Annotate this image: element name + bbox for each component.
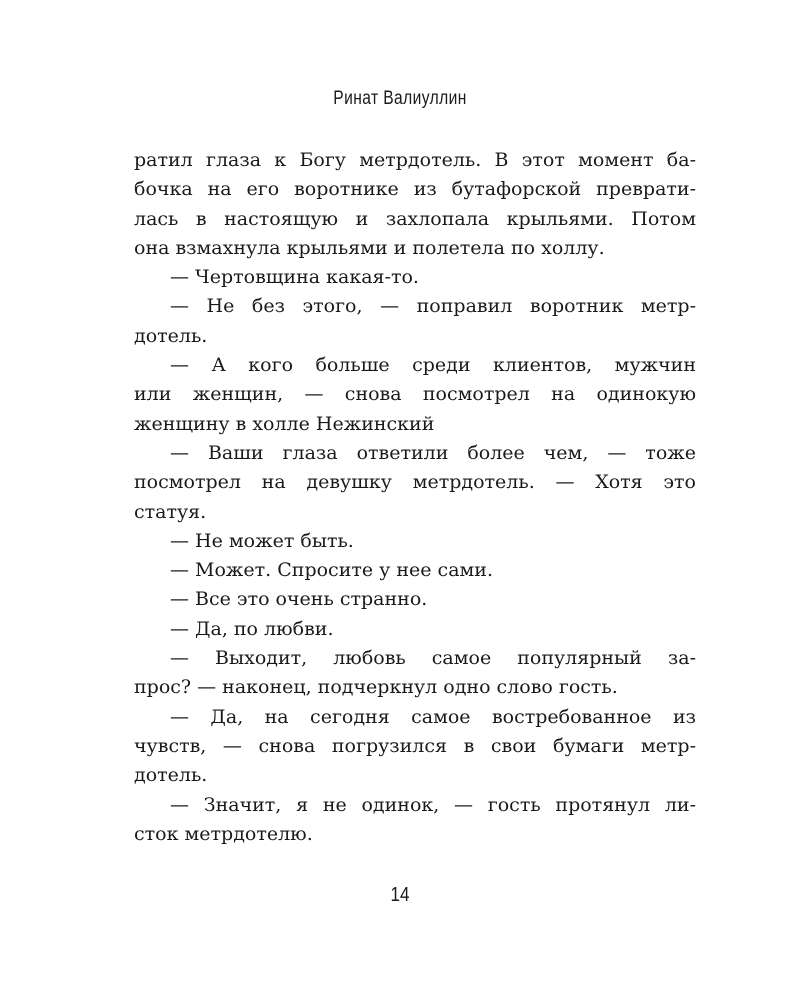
text-line: посмотрел на девушку метрдотель. — Хотя это	[134, 471, 696, 494]
text-line: — Не может быть.	[170, 529, 354, 552]
page-number: 14	[390, 884, 410, 906]
text-line: она взмахнула крыльями и полетела по холлу.	[134, 236, 605, 259]
text-line: бочка на его воротнике из бутафорской преврати-	[134, 178, 696, 201]
text-line: чувств, — снова погрузился в свои бумаги метр-	[134, 734, 696, 757]
text-line: — Выходит, любовь самое популярный за-	[170, 647, 696, 670]
text-line: — Чертовщина какая-то.	[170, 266, 419, 289]
text-line: лась в настоящую и захлопала крыльями. Потом	[134, 207, 696, 230]
text-line: — Да, по любви.	[170, 617, 334, 640]
text-line: женщину в холле Нежинский	[134, 412, 435, 435]
text-line: сток метрдотелю.	[134, 822, 313, 845]
text-line: — Да, на сегодня самое востребованное из	[170, 705, 696, 728]
text-line: дотель.	[134, 324, 208, 347]
text-line: статуя.	[134, 500, 207, 523]
body-text	[134, 146, 696, 849]
text-line: — Все это очень странно.	[170, 588, 428, 611]
text-line: — А кого больше среди клиентов, мужчин	[170, 354, 696, 377]
text-line: — Значит, я не одинок, — гость протянул ли-	[170, 793, 696, 816]
running-header-author: Ринат Валиуллин	[333, 88, 467, 109]
text-line: дотель.	[134, 764, 208, 787]
text-line: — Может. Спросите у нее сами.	[170, 559, 494, 582]
text-line: или женщин, — снова посмотрел на одинокую	[134, 383, 696, 406]
text-line: ратил глаза к Богу метрдотель. В этот момент ба-	[134, 149, 696, 171]
text-line: — Ваши глаза ответили более чем, — тоже	[170, 441, 696, 464]
text-line: прос? — наконец, подчеркнул одно слово гость.	[134, 676, 618, 699]
text-line: — Не без этого, — поправил воротник метр-	[170, 295, 696, 318]
